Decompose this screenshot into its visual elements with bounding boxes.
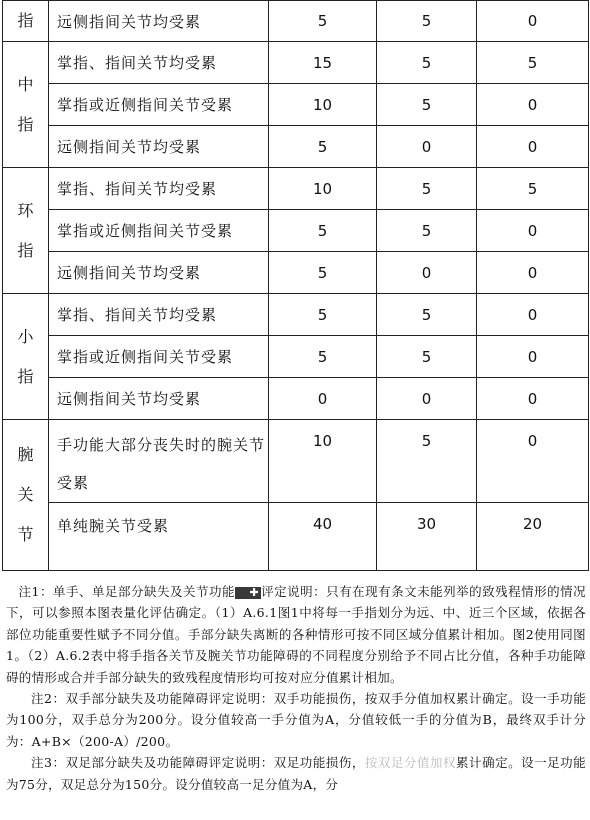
region-wrist (3, 420, 49, 571)
table-row (3, 1, 589, 42)
value-c: 5 (477, 168, 589, 210)
value-a: 5 (269, 252, 377, 294)
value-a: 40 (269, 503, 377, 571)
region-char: 小 (17, 326, 34, 346)
row-description: 掌指或近侧指间关节受累 (49, 336, 269, 378)
table-row (3, 252, 589, 294)
value-c: 0 (477, 1, 589, 42)
value-c: 20 (477, 503, 589, 571)
value-a: 15 (269, 42, 377, 84)
region-middle-finger (3, 42, 49, 168)
value-a: 10 (269, 420, 377, 503)
region-char: 关 (17, 485, 34, 504)
value-a: 10 (269, 84, 377, 126)
note-1 (6, 581, 586, 688)
table-row (3, 420, 589, 503)
table-row (3, 168, 589, 210)
value-c: 0 (477, 126, 589, 168)
value-b: 5 (377, 294, 477, 336)
value-b: 5 (377, 336, 477, 378)
value-c: 5 (477, 42, 589, 84)
region-char: 中 (17, 74, 34, 94)
note-3 (6, 752, 586, 795)
value-c: 0 (477, 210, 589, 252)
region-char: 环 (17, 200, 34, 220)
region-ring-finger (3, 168, 49, 294)
table-row (3, 294, 589, 336)
note-1-text-start: 注1：单手、单足部分缺失及关节功能 (18, 584, 235, 599)
value-b: 5 (377, 1, 477, 42)
row-description: 掌指或近侧指间关节受累 (49, 84, 269, 126)
region-char: 指 (17, 240, 34, 260)
row-description: 掌指、指间关节均受累 (49, 168, 269, 210)
notes-section (6, 581, 586, 795)
value-a: 5 (269, 294, 377, 336)
region-char: 指 (17, 366, 34, 386)
value-a: 5 (269, 126, 377, 168)
value-b: 0 (377, 378, 477, 420)
value-b: 5 (377, 42, 477, 84)
note-3-text-end: 累计确定。设一足功能为75分，双足总分为150分。设分值较高一足分值为A，分 (6, 755, 586, 792)
value-c: 0 (477, 84, 589, 126)
region-char: 腕 (17, 445, 34, 464)
row-description: 掌指、指间关节均受累 (49, 294, 269, 336)
table-row (3, 210, 589, 252)
region-label: 指 (3, 1, 49, 42)
value-b: 0 (377, 252, 477, 294)
note-2: 注2：双手部分缺失及功能障碍评定说明：双手功能损伤，按双手分值加权累计确定。设一手功能为100分，双手总分为200分。设分值较高一手分值为A，分值较低一手的分值为B，最终双手计分为：A+B×（200-A）/200。 (6, 691, 586, 749)
value-c: 0 (477, 294, 589, 336)
row-description: 远侧指间关节均受累 (49, 1, 269, 42)
table-row (3, 42, 589, 84)
value-a: 0 (269, 378, 377, 420)
value-b: 30 (377, 503, 477, 571)
value-a: 5 (269, 210, 377, 252)
note-3-text-start: 注3：双足部分缺失及功能障碍评定说明：双足功能损伤， (31, 755, 365, 771)
row-description (49, 420, 269, 503)
value-c: 0 (477, 336, 589, 378)
value-b: 5 (377, 168, 477, 210)
value-b: 0 (377, 126, 477, 168)
note-3-faded-text: 按双足分值加权 (364, 755, 457, 771)
value-c: 0 (477, 378, 589, 420)
value-b: 5 (377, 210, 477, 252)
table-row (3, 84, 589, 126)
row-description: 掌指或近侧指间关节受累 (49, 210, 269, 252)
value-b: 5 (377, 420, 477, 503)
row-description: 掌指、指间关节均受累 (49, 42, 269, 84)
row-description: 远侧指间关节均受累 (49, 252, 269, 294)
table-row (3, 126, 589, 168)
value-a: 10 (269, 168, 377, 210)
row-description: 远侧指间关节均受累 (49, 126, 269, 168)
value-b: 5 (377, 84, 477, 126)
plus-icon[interactable]: ✚ (235, 587, 261, 599)
region-char: 指 (17, 114, 34, 134)
table-row (3, 336, 589, 378)
value-c: 0 (477, 252, 589, 294)
table-row (3, 378, 589, 420)
value-a: 5 (269, 1, 377, 42)
table-row (3, 503, 589, 571)
region-char: 节 (17, 525, 34, 544)
note-1-text-end: 评定说明：只有在现有条文未能列举的致残程情形的情况下，可以参照本图表量化评估确定。（1）A.6.1图1中将每一手指划分为远、中、近三个区域，依据各部位功能重要性赋予不同分值。手部分缺失离断的各种情形可按不同区域分值累计相加。图2使用同图1。（2）A.6.2表中将手指各关节及腕关节功能障碍的不同程度分别给予不同占比分值，各种手功能障碍的情形或合并手部分缺失的致残程度情形均可按对应分值累计相加。 (6, 584, 586, 685)
value-c: 0 (477, 420, 589, 503)
region-little-finger (3, 294, 49, 420)
row-description-text: 手功能大部分丧失时的腕关节受累 (57, 436, 266, 492)
row-description: 远侧指间关节均受累 (49, 378, 269, 420)
row-description: 单纯腕关节受累 (49, 503, 269, 571)
disability-score-table (2, 0, 589, 571)
value-a: 5 (269, 336, 377, 378)
